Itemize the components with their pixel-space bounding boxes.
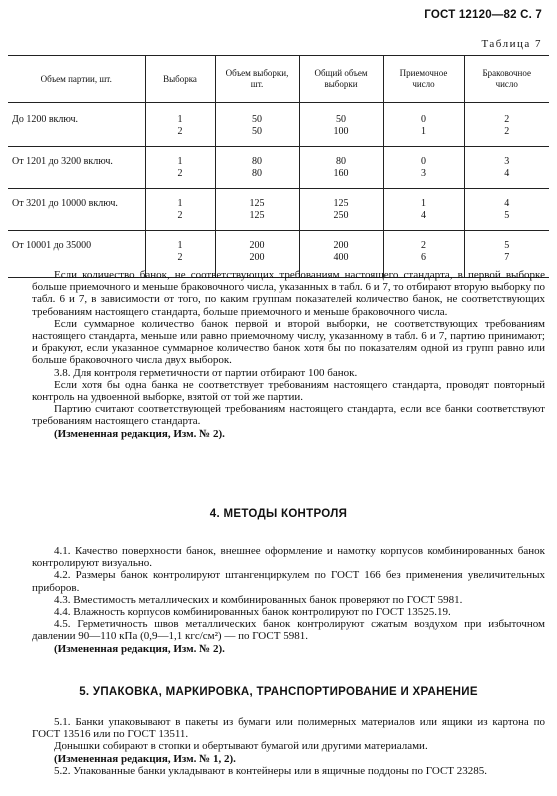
- section-4-heading: 4. МЕТОДЫ КОНТРОЛЯ: [209, 508, 348, 520]
- lot-size-cell: От 3201 до 10000 включ.: [8, 189, 145, 231]
- size-value: 80: [252, 167, 262, 179]
- table-row: [8, 189, 549, 231]
- reject-value: 7: [504, 251, 510, 263]
- paragraph: Донышки собирают в стопки и обертывают бумагой или другими материалами.: [54, 740, 428, 753]
- size-value: 200: [249, 251, 265, 263]
- sample-cell: [145, 189, 215, 231]
- sample-value: 2: [177, 209, 183, 221]
- total-value: 100: [333, 125, 349, 137]
- reject-cell: [464, 103, 549, 147]
- total-cell: [299, 189, 383, 231]
- sample-cell: [145, 103, 215, 147]
- size-value: 125: [249, 198, 265, 209]
- section-5-heading: 5. УПАКОВКА, МАРКИРОВКА, ТРАНСПОРТИРОВАНИЕ И ХРАНЕНИЕ: [79, 686, 478, 698]
- total-value: 50: [336, 114, 346, 125]
- size-value: 125: [249, 209, 265, 221]
- total-value: 200: [333, 240, 349, 251]
- paragraph: 4.2. Размеры банок контролируют штангенциркулем по ГОСТ 166 без применения увеличительных приборов.: [32, 569, 545, 594]
- column-header: Приемочное число: [383, 56, 464, 103]
- accept-cell: [383, 189, 464, 231]
- reject-value: 5: [504, 209, 510, 221]
- sample-value: 2: [177, 251, 183, 263]
- sample-value: 1: [177, 198, 183, 209]
- total-cell: [299, 147, 383, 189]
- paragraph: Если количество банок, не соответствующих требованиям настоящего стандарта, в первой выборке больше приемочного и меньше браковочного числа, указанных в табл. 6 и 7, то отбирают вторую выборку по табл. 6 и 7, в зависимости от того, по каким группам показателей количество банок, не соответствующих требованиям настоящего стандарта, больше приемочного и меньше браковочного числа.: [32, 269, 545, 318]
- paragraph: Если суммарное количество банок первой и второй выборки, не соответствующих требованиям настоящего стандарта, меньше или равно приемочному числу, указанному в табл. 6 и 7, партию принимают; и бракуют, если указанное суммарное количество банок хотя бы по показателям одной из групп равно или больше браковочного числа двух выборок.: [32, 317, 545, 367]
- reject-value: 2: [504, 125, 510, 137]
- accept-value: 1: [421, 125, 426, 137]
- total-value: 400: [333, 251, 349, 263]
- lot-size-cell: До 1200 включ.: [8, 103, 145, 147]
- lot-size-cell: От 1201 до 3200 включ.: [8, 147, 145, 189]
- size-cell: [215, 147, 299, 189]
- column-header: Объем выборки, шт.: [215, 56, 299, 103]
- paragraph: 4.1. Качество поверхности банок, внешнее оформление и намотку корпусов комбинированных банок контролируют визуально.: [32, 545, 545, 570]
- total-value: 80: [336, 156, 346, 167]
- accept-value: 0: [421, 114, 426, 125]
- section-5-text: [32, 716, 545, 777]
- edit-note: (Измененная редакция, Изм. № 1, 2).: [54, 752, 236, 765]
- paragraph: 5.1. Банки упаковывают в пакеты из бумаги или полимерных материалов или ящики из картона по ГОСТ 13516 или по ГОСТ 13511.: [32, 716, 545, 741]
- page-header: ГОСТ 12120—82 С. 7: [424, 9, 542, 21]
- table-header-row: [8, 56, 549, 103]
- sample-cell: [145, 147, 215, 189]
- table-7: [8, 55, 549, 278]
- paragraph: 4.4. Влажность корпусов комбинированных банок контролируют по ГОСТ 13525.19.: [54, 606, 451, 619]
- sample-value: 1: [177, 156, 183, 167]
- column-header: Браковочное число: [464, 56, 549, 103]
- paragraph: 5.2. Упакованные банки укладывают в контейнеры или в ящичные поддоны по ГОСТ 23285.: [54, 764, 488, 777]
- sample-value: 2: [177, 125, 183, 137]
- paragraph: 4.3. Вместимость металлических и комбинированных банок проверяют по ГОСТ 5981.: [54, 593, 463, 606]
- size-cell: [215, 103, 299, 147]
- size-value: 80: [252, 156, 262, 167]
- reject-value: 2: [504, 114, 510, 125]
- reject-value: 4: [504, 198, 510, 209]
- size-value: 50: [252, 114, 262, 125]
- reject-cell: [464, 189, 549, 231]
- accept-value: 2: [421, 240, 426, 251]
- total-cell: [299, 103, 383, 147]
- column-header: Выборка: [145, 56, 215, 103]
- sample-value: 2: [177, 167, 183, 179]
- table-row: [8, 103, 549, 147]
- edit-note: (Измененная редакция, Изм. № 2).: [54, 427, 225, 440]
- edit-note: (Измененная редакция, Изм. № 2).: [54, 642, 225, 655]
- paragraph: Если хотя бы одна банка не соответствует требованиям настоящего стандарта, проводят повторный контроль на удвоенной выборке, взятой от той же партии.: [32, 378, 545, 404]
- reject-value: 5: [504, 240, 510, 251]
- total-value: 125: [333, 198, 349, 209]
- sample-value: 1: [177, 114, 183, 125]
- accept-cell: [383, 103, 464, 147]
- accept-value: 0: [421, 156, 426, 167]
- paragraph: 3.8. Для контроля герметичности от партии отбирают 100 банок.: [54, 366, 358, 379]
- table-label: Таблица 7: [481, 38, 542, 50]
- sample-value: 1: [177, 240, 183, 251]
- size-value: 200: [249, 240, 265, 251]
- reject-value: 4: [504, 167, 510, 179]
- accept-value: 4: [421, 209, 426, 221]
- total-value: 250: [333, 209, 349, 221]
- table-row: [8, 147, 549, 189]
- total-value: 160: [333, 167, 349, 179]
- reject-value: 3: [504, 156, 510, 167]
- accept-value: 1: [421, 198, 426, 209]
- paragraph: 4.5. Герметичность швов металлических банок контролируют сжатым воздухом при избыточном давлении 90—110 кПа (0,9—1,1 кгс/см²) — по ГОСТ 5981.: [32, 618, 545, 643]
- accept-value: 6: [421, 251, 426, 263]
- reject-cell: [464, 147, 549, 189]
- column-header: Общий объем выборки: [299, 56, 383, 103]
- lot-size-cell: От 10001 до 35000: [8, 231, 145, 278]
- body-text-block: [32, 269, 545, 440]
- accept-cell: [383, 147, 464, 189]
- accept-value: 3: [421, 167, 426, 179]
- column-header: Объем партии, шт.: [8, 56, 145, 103]
- section-4-text: [32, 545, 545, 655]
- paragraph: Партию считают соответствующей требованиям настоящего стандарта, если все банки соответствуют требованиям настоящего стандарта.: [32, 403, 545, 428]
- size-cell: [215, 189, 299, 231]
- size-value: 50: [252, 125, 262, 137]
